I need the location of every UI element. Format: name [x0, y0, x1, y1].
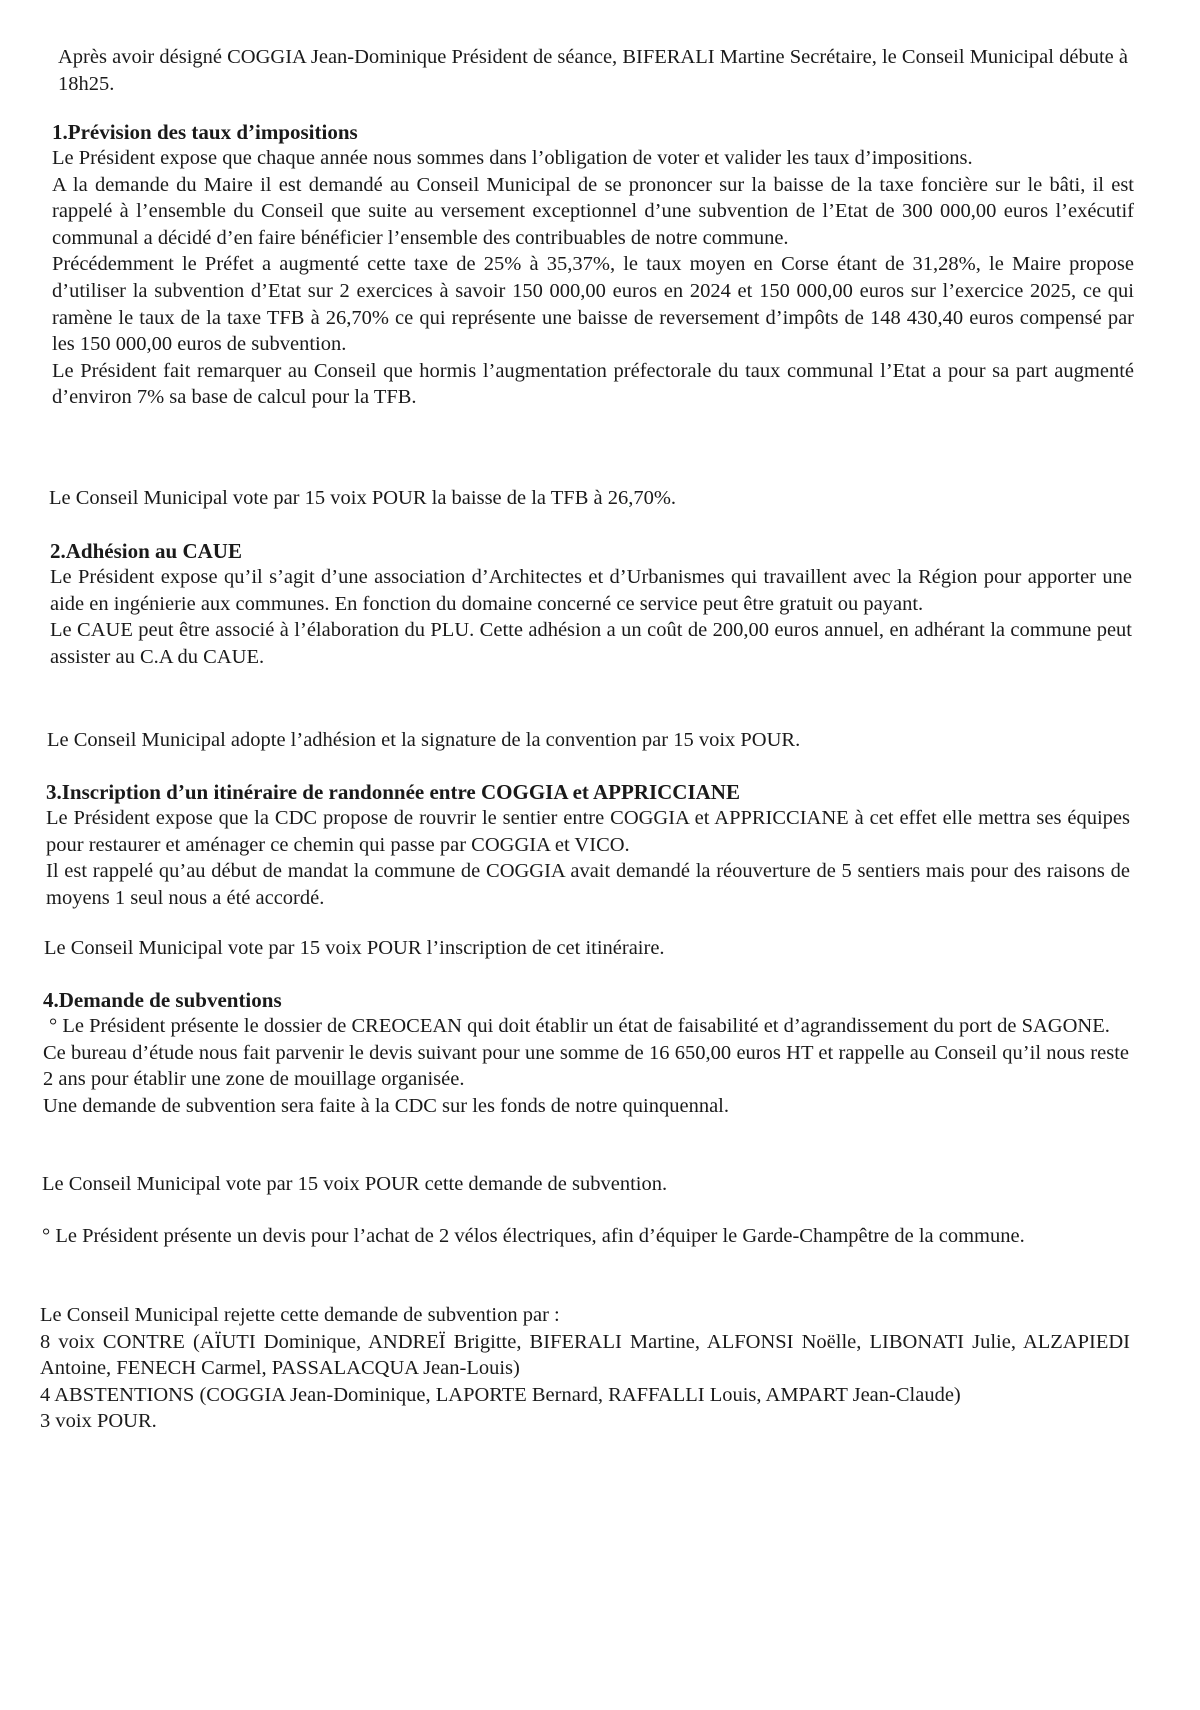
section-paragraph: ° Le Président présente le dossier de CREOCEAN qui doit établir un état de faisabilité et d’agrandissement du port de SAGONE. [49, 1015, 1110, 1037]
section-paragraph: Le Président fait remarquer au Conseil que hormis l’augmentation préfectorale du taux communal l’Etat a pour sa part augmenté d’environ 7% sa base de calcul pour la TFB. [52, 359, 1134, 409]
section-paragraph: Le Président expose que la CDC propose de rouvrir le sentier entre COGGIA et APPRICCIANE à cet effet elle mettra ses équipes pour restaurer et aménager ce chemin qui passe par COGGIA et VICO. [46, 807, 1130, 856]
vote-contre: 8 voix CONTRE (AÏUTI Dominique, ANDREÏ Brigitte, BIFERALI Martine, ALFONSI Noëlle, LIBONATI Julie, ALZAPIEDI Antoine, FENECH Carmel, PASSALACQUA Jean-Louis) [40, 1330, 1130, 1380]
section-heading: 1.Prévision des taux d’impositions [52, 120, 358, 144]
section-paragraph: A la demande du Maire il est demandé au Conseil Municipal de se prononcer sur la baisse de la taxe foncière sur le bâti, il est rappelé à l’ensemble du Conseil que suite au versement exceptionnel d’une subvention de l’Etat de 300 000,00 euros l’exécutif communal a décidé d’en faire bénéficier l’ensemble des contribuables de notre commune. [52, 173, 1134, 249]
section-adhesion-caue [50, 538, 1132, 670]
reject-intro: Le Conseil Municipal rejette cette demande de subvention par : [40, 1304, 560, 1326]
section-heading: 2.Adhésion au CAUE [50, 539, 242, 563]
section-demande-subventions [43, 987, 1129, 1119]
section-heading: 4.Demande de subventions [43, 988, 282, 1012]
section-paragraph: Il est rappelé qu’au début de mandat la commune de COGGIA avait demandé la réouverture de 5 sentiers mais pour des raisons de moyens 1 seul nous a été accordé. [46, 860, 1130, 909]
intro-paragraph: Après avoir désigné COGGIA Jean-Dominique Président de séance, BIFERALI Martine Secrétaire, le Conseil Municipal débute à 18h25. [58, 46, 1128, 95]
section-itineraire [46, 779, 1130, 911]
vote-result: Le Conseil Municipal vote par 15 voix POUR cette demande de subvention. [42, 1173, 668, 1195]
vote-result: Le Conseil Municipal adopte l’adhésion et la signature de la convention par 15 voix POUR. [47, 729, 801, 751]
section-taux-impositions [52, 119, 1134, 411]
section-paragraph: Précédemment le Préfet a augmenté cette taxe de 25% à 35,37%, le taux moyen en Corse étant de 31,28%, le Maire propose d’utiliser la subvention d’Etat sur 2 exercices à savoir 150 000,00 euros en 2024 et 150 000,00 euros sur l’exercice 2025, ce qui ramène le taux de la taxe TFB à 26,70% ce qui représente une baisse de reversement d’impôts de 148 430,40 euros compensé par les 150 000,00 euros de subvention. [52, 253, 1134, 356]
section-heading: 3.Inscription d’un itinéraire de randonnée entre COGGIA et APPRICCIANE [46, 780, 740, 804]
vote-pour: 3 voix POUR. [40, 1410, 157, 1433]
vote-result: Le Conseil Municipal vote par 15 voix POUR l’inscription de cet itinéraire. [44, 937, 665, 959]
section-paragraph: Ce bureau d’étude nous fait parvenir le devis suivant pour une somme de 16 650,00 euros HT et rappelle au Conseil qu’il nous reste 2 ans pour établir une zone de mouillage organisée. [43, 1041, 1129, 1091]
section-paragraph: Le Président expose que chaque année nous sommes dans l’obligation de voter et valider les taux d’impositions. [52, 147, 973, 169]
section-paragraph: Le CAUE peut être associé à l’élaboration du PLU. Cette adhésion a un coût de 200,00 euros annuel, en adhérant la commune peut assister au C.A du CAUE. [50, 619, 1132, 668]
section-paragraph: Une demande de subvention sera faite à la CDC sur les fonds de notre quinquennal. [43, 1094, 729, 1117]
vote-result: Le Conseil Municipal vote par 15 voix POUR la baisse de la TFB à 26,70%. [49, 487, 677, 509]
velo-vote-result [40, 1302, 1130, 1435]
section-paragraph: Le Président expose qu’il s’agit d’une association d’Architectes et d’Urbanismes qui travaillent avec la Région pour apporter une aide en ingénierie aux communes. En fonction du domaine concerné ce service peut être gratuit ou payant. [50, 566, 1132, 615]
velo-paragraph: ° Le Président présente un devis pour l’achat de 2 vélos électriques, afin d’équiper le Garde-Champêtre de la commune. [42, 1225, 1025, 1247]
vote-abstentions: 4 ABSTENTIONS (COGGIA Jean-Dominique, LAPORTE Bernard, RAFFALLI Louis, AMPART Jean-Claude) [40, 1383, 961, 1406]
